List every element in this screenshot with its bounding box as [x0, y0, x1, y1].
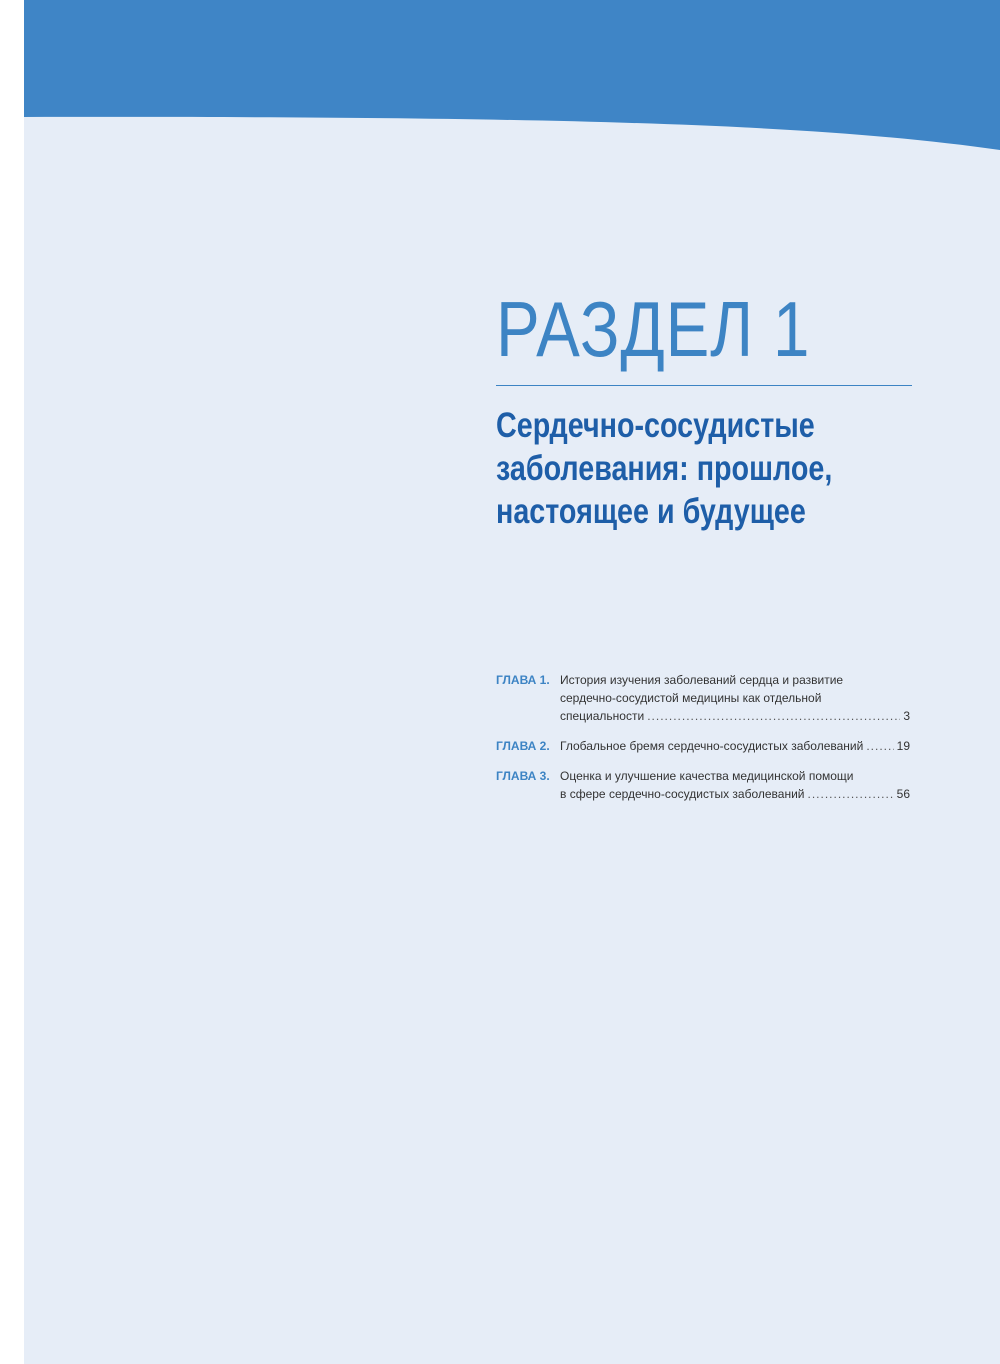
chapter-title-line: Глобальное бремя сердечно-сосудистых заболеваний [560, 739, 864, 753]
page-number: 56 [896, 787, 910, 801]
header-banner-wave [24, 0, 1000, 150]
section-subtitle [496, 404, 881, 533]
toc-entry-chapter-2[interactable] [496, 737, 910, 755]
document-page [24, 0, 1000, 1364]
chapter-title-line: История изучения заболеваний сердца и развитие [560, 673, 844, 687]
page-number: 19 [896, 739, 910, 753]
page-number: 3 [903, 709, 910, 723]
chapter-title [560, 671, 910, 725]
chapter-label: ГЛАВА 3. [496, 769, 550, 783]
subtitle-line: настоящее и будущее [496, 492, 806, 531]
chapter-title-last-line [560, 707, 910, 725]
chapter-title-line: специальности [560, 709, 645, 723]
toc-entry-chapter-1[interactable] [496, 671, 910, 725]
section-title: РАЗДЕЛ 1 [496, 285, 811, 373]
table-of-contents [496, 671, 910, 815]
toc-entry-chapter-3[interactable] [496, 767, 910, 803]
chapter-title-line: сердечно-сосудистой медицины как отдельной [560, 691, 822, 705]
chapter-title [560, 737, 910, 755]
chapter-label: ГЛАВА 2. [496, 739, 550, 753]
chapter-title-line: Оценка и улучшение качества медицинской помощи [560, 769, 854, 783]
chapter-title-line: в сфере сердечно-сосудистых заболеваний [560, 787, 805, 801]
header-banner [24, 0, 1000, 160]
subtitle-line: Сердечно-сосудистые [496, 406, 815, 445]
chapter-title-last-line [560, 737, 910, 755]
chapter-title-last-line [560, 785, 910, 803]
chapter-title [560, 767, 910, 803]
chapter-label: ГЛАВА 1. [496, 673, 550, 687]
subtitle-line: заболевания: прошлое, [496, 449, 833, 488]
dot-leader [647, 707, 900, 725]
title-divider [496, 385, 912, 386]
dot-leader [866, 737, 893, 755]
dot-leader [808, 785, 894, 803]
